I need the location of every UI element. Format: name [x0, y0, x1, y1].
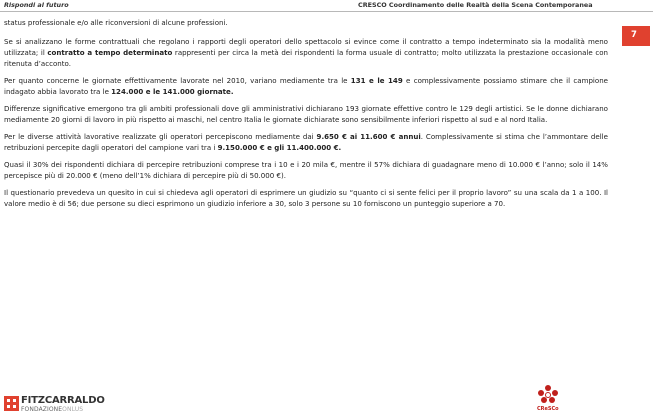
paragraph: [4, 17, 608, 28]
text-run: e complessivamente possiamo stimare che il campione indagato abbia lavorato tra le: [4, 76, 608, 96]
bold-text: 9.150.000 € e gli 11.400.000 €.: [217, 143, 342, 152]
header-divider: [0, 11, 653, 12]
logo-name: FITZCARRALDO: [21, 395, 105, 406]
paragraph: [4, 103, 608, 125]
text-run: . Complessivamente si stima che l’ammontare delle retribuzioni percepite dagli operatori del campione vari tra i: [4, 132, 608, 152]
cresco-label: CReSCo: [537, 406, 559, 412]
text-run: Per le diverse attività lavorative realizzate gli operatori percepiscono mediamente dai: [4, 132, 317, 141]
bold-text: 131 e le 149: [350, 76, 403, 85]
paragraph: [4, 36, 608, 69]
bold-text: contratto a tempo determinato: [47, 48, 173, 57]
page-number-badge: [622, 26, 650, 46]
cresco-flower-icon: [536, 384, 560, 406]
page-header: [0, 0, 653, 12]
paragraph: [4, 75, 608, 97]
text-run: Differenze significative emergono tra gli ambiti professionali dove gli amministrativi dichiarano 193 giornate effettive contro le 129 degli artistici. Se le donne dichiarano mediamente 20 giorni di lavoro in più rispetto ai maschi, nel centro Italia le giornate dichiarate sono sensibilmente inferiori rispetto al sud e al nord Italia.: [4, 104, 608, 124]
header-organization: CRESCO Coordinamento delle Realtà della Scena Contemporanea: [358, 1, 593, 9]
header-tagline: Rispondi al futuro: [4, 1, 69, 9]
paragraph: [4, 131, 608, 153]
fitzcarraldo-mark-icon: [4, 396, 19, 411]
fitzcarraldo-logo: [4, 394, 124, 414]
text-run: Quasi il 30% dei rispondenti dichiara di percepire retribuzioni comprese tra i 10 e i 20 mila €, mentre il 57% dichiara di guadagnare meno di 10.000 € l’anno; solo il 14% percepisce più di 20.000 € (meno dell’1% dichiara di percepire più di 50.000 €).: [4, 160, 608, 180]
text-run: Per quanto concerne le giornate effettivamente lavorate nel 2010, variano mediamente tra le: [4, 76, 351, 85]
logo-sub-b: ONLUS: [62, 406, 84, 413]
page-number: 7: [631, 30, 637, 40]
body-text: [4, 17, 608, 215]
text-run: status professionale e/o alle riconversioni di alcune professioni.: [4, 18, 228, 27]
bold-text: 124.000 e le 141.000 giornate.: [111, 87, 234, 96]
text-run: Il questionario prevedeva un quesito in cui si chiedeva agli operatori di esprimere un giudizio su “quanto ci si sente felici per il proprio lavoro” su una scala da 1 a 100. Il valore medio è di 56; due persone su dieci esprimono un giudizio inferiore a 30, solo 3 persone su 10 forniscono un punteggio superiore a 70.: [4, 188, 608, 208]
text-run: Se si analizzano le forme contrattuali che regolano i rapporti degli operatori dello spettacolo si evince come il contratto a tempo indeterminato sia la modalità meno utilizzata; il: [4, 37, 608, 57]
paragraph: [4, 159, 608, 181]
text-run: rappresenti per circa la metà dei rispondenti la forma usuale di contratto; molto utilizzata la prestazione occasionale con ritenuta d’acconto.: [4, 48, 608, 68]
paragraph: [4, 187, 608, 209]
logo-subtitle: [21, 406, 83, 413]
bold-text: 9.650 € ai 11.600 € annui: [316, 132, 421, 141]
logo-sub-a: FONDAZIONE: [21, 406, 63, 413]
cresco-logo: [536, 384, 560, 414]
